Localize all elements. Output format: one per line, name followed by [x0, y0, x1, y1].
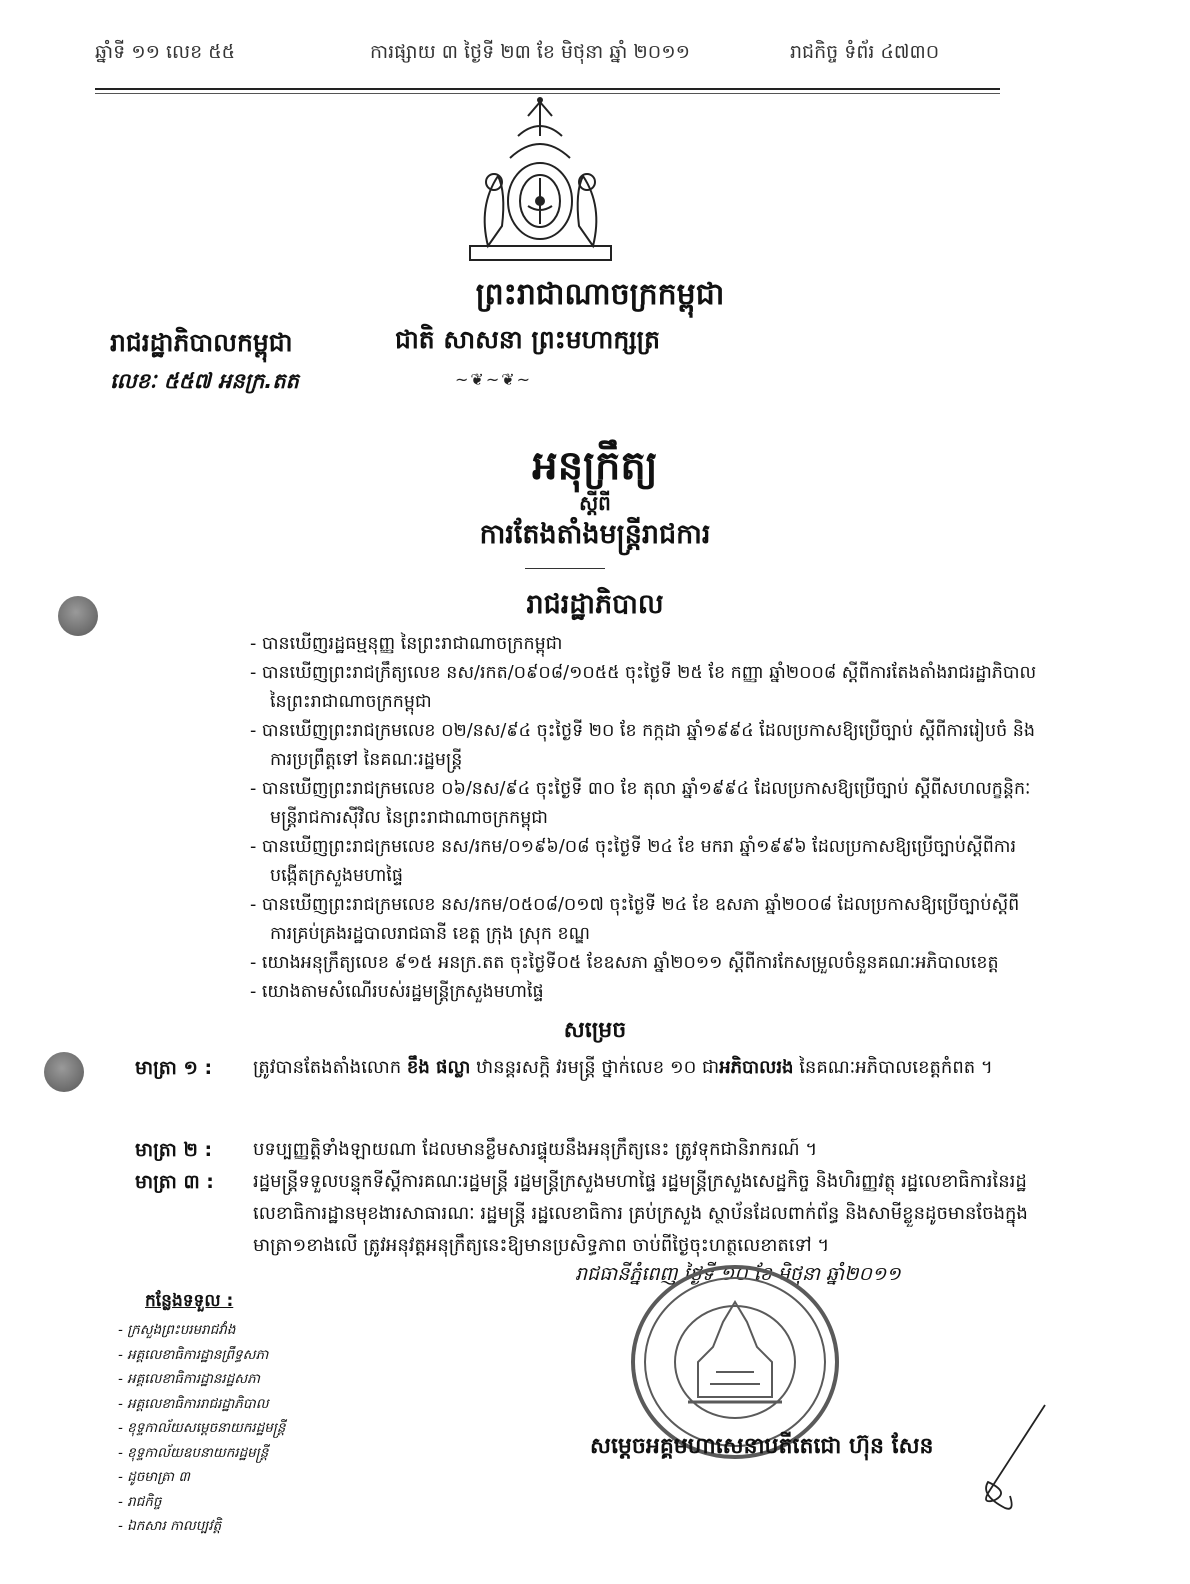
- ornament-divider: ~❦~❦~: [455, 370, 533, 389]
- preamble-item: - បានឃើញព្រះរាជក្រមលេខ នស/រកម/០១៩៦/០៨ ចុះថ្ងៃទី ២៤ ខែ មករា ឆ្នាំ១៩៩៦ ដែលប្រកាសឱ្យប្រើច្បាប់ស្តីពីការបង្កើតក្រសួងមហាផ្ទៃ: [250, 837, 1017, 886]
- recipient-item: - រាជកិច្ច: [118, 1493, 162, 1510]
- recipient-item: - ដូចមាត្រា ៣: [118, 1469, 190, 1485]
- decision-heading: សម្រេច: [563, 1018, 627, 1043]
- preamble-item: - យោងតាមសំណើរបស់រដ្ឋមន្ត្រីក្រសួងមហាផ្ទៃ: [250, 982, 544, 1002]
- preamble-item: - បានឃើញព្រះរាជក្រមលេខ នស/រកម/០៥០៨/០១៧ ចុះថ្ងៃទី ២៤ ខែ ឧសភា ឆ្នាំ២០០៨ ដែលប្រកាសឱ្យប្រើច្បាប់ស្តីពីការគ្រប់គ្រងរដ្ឋបាលរាជធានី ខេត្ត ក្រុង ស្រុក ខណ្ឌ: [250, 895, 1020, 944]
- recipient-item: - អគ្គលេខាធិការរាជរដ្ឋាភិបាល: [118, 1395, 269, 1412]
- article-2: [135, 1134, 1045, 1166]
- preamble-item: - បានឃើញព្រះរាជក្រមលេខ ០៦/នស/៩៤ ចុះថ្ងៃទី ៣០ ខែ តុលា ឆ្នាំ១៩៩៤ ដែលប្រកាសឱ្យប្រើច្បាប់ ស្តីពីសហលក្ខន្តិកៈមន្ត្រីរាជការស៊ីវិល នៃព្រះរាជាណាចក្រកម្ពុជា: [250, 779, 1031, 828]
- article-label: មាត្រា ១ :: [135, 1057, 213, 1079]
- article-label: មាត្រា ៣ :: [135, 1171, 214, 1193]
- appointee-role: អភិបាលរង: [719, 1057, 794, 1078]
- gazette-issue: ឆ្នាំទី ១១ លេខ ៥៥: [95, 41, 236, 63]
- preamble-list: [250, 630, 1040, 1007]
- recipients-heading: កន្លែងទទួល :: [145, 1291, 234, 1311]
- recipient-item: - អគ្គលេខាធិការដ្ឋានព្រឹទ្ធសភា: [118, 1346, 269, 1363]
- document-title: អនុក្រឹត្យ: [532, 443, 658, 489]
- gazette-publication-date: ការផ្សាយ ៣ ថ្ងៃទី ២៣ ខែ មិថុនា ឆ្នាំ ២០១១: [370, 41, 690, 63]
- recipient-item: - ក្រសួងព្រះបរមរាជវាំង: [118, 1322, 236, 1338]
- signature-icon: [950, 1400, 1060, 1520]
- header-rule-thin: [95, 93, 1000, 94]
- recipient-item: - ខុទ្ទកាល័យសម្តេចនាយករដ្ឋមន្ត្រី: [118, 1420, 286, 1436]
- preamble-item: - បានឃើញព្រះរាជក្រមលេខ ០២/នស/៩៤ ចុះថ្ងៃទី ២០ ខែ កក្កដា ឆ្នាំ១៩៩៤ ដែលប្រកាសឱ្យប្រើច្បាប់ ស្តីពីការរៀបចំ និងការប្រព្រឹត្តទៅ នៃគណៈរដ្ឋមន្ត្រី: [250, 721, 1036, 770]
- title-divider: [525, 568, 605, 569]
- punch-hole: [44, 1052, 84, 1092]
- preamble-item: - យោងអនុក្រឹត្យលេខ ៩១៥ អនក្រ.តត ចុះថ្ងៃទី០៥ ខែឧសភា ឆ្នាំ២០១១ ស្តីពីការកែសម្រួលចំនួនគណៈអភិបាលខេត្ត: [250, 953, 999, 973]
- place-and-date: រាជធានីភ្នំពេញ ថ្ងៃទី ១០ ខែ មិថុនា ឆ្នាំ២០១១: [575, 1263, 901, 1285]
- signatory-name: សម្តេចអគ្គមហាសេនាបតីតេជោ ហ៊ុន សែន: [590, 1434, 934, 1459]
- document-topic: ការតែងតាំងមន្ត្រីរាជការ: [479, 519, 711, 550]
- appointee-name: ខឹង ផល្លា: [406, 1057, 471, 1078]
- header-rule: [95, 88, 1000, 90]
- article-3: [135, 1166, 1045, 1262]
- kingdom-heading: ព្រះរាជាណាចក្រកម្ពុជា: [475, 277, 725, 312]
- article-text: បទប្បញ្ញត្តិទាំងឡាយណា ដែលមានខ្លឹមសារផ្ទុយនឹងអនុក្រឹត្យនេះ ត្រូវទុកជានិរាករណ៍ ។: [253, 1139, 818, 1160]
- article-text: ត្រូវបានតែងតាំងលោក: [253, 1057, 407, 1078]
- punch-hole: [58, 596, 98, 636]
- article-label: មាត្រា ២ :: [135, 1139, 213, 1161]
- recipients-list: [118, 1318, 285, 1539]
- recipient-item: - ខុទ្ទកាល័យឧបនាយករដ្ឋមន្ត្រី: [118, 1444, 269, 1461]
- article-text: នៃគណៈអភិបាលខេត្តកំពត ។: [793, 1057, 993, 1078]
- article-1: [135, 1052, 1045, 1084]
- preamble-item: - បានឃើញរដ្ឋធម្មនុញ្ញ នៃព្រះរាជាណាចក្រកម្ពុជា: [250, 634, 563, 654]
- royal-coat-of-arms-icon: [458, 96, 623, 264]
- preamble-item: - បានឃើញព្រះរាជក្រឹត្យលេខ នស/រកត/០៩០៨/១០៥៥ ចុះថ្ងៃទី ២៥ ខែ កញ្ញា ឆ្នាំ២០០៨ ស្តីពីការតែងតាំងរាជរដ្ឋាភិបាល នៃព្រះរាជាណាចក្រកម្ពុជា: [250, 663, 1037, 712]
- recipient-item: - ឯកសារ កាលប្បវត្តិ: [118, 1518, 222, 1534]
- government-name: រាជរដ្ឋាភិបាលកម្ពុជា: [110, 328, 293, 357]
- article-text: រដ្ឋមន្ត្រីទទួលបន្ទុកទីស្តីការគណៈរដ្ឋមន្ត្រី រដ្ឋមន្ត្រីក្រសួងមហាផ្ទៃ រដ្ឋមន្ត្រីក្រសួងសេដ្ឋកិច្ច និងហិរញ្ញវត្ថុ រដ្ឋលេខាធិការនៃរដ្ឋលេខាធិការដ្ឋានមុខងារសាធារណៈ រដ្ឋមន្ត្រី រដ្ឋលេខាធិការ គ្រប់ក្រសួង ស្ថាប័នដែលពាក់ព័ន្ធ និងសាមីខ្លួនដូចមានចែងក្នុងមាត្រា១ខាងលើ ត្រូវអនុវត្តអនុក្រឹត្យនេះឱ្យមានប្រសិទ្ធភាព ចាប់ពីថ្ងៃចុះហត្ថលេខាតទៅ ។: [253, 1171, 1028, 1256]
- recipient-item: - អគ្គលេខាធិការដ្ឋានរដ្ឋសភា: [118, 1371, 260, 1387]
- document-about: ស្តីពី: [579, 491, 611, 515]
- document-number: លេខៈ ៥៥៧ អនក្រ.តត: [110, 369, 299, 393]
- national-motto: ជាតិ សាសនា ព្រះមហាក្សត្រ: [395, 325, 660, 354]
- article-text: ឋានន្តរសក្តិ វរមន្ត្រី ថ្នាក់លេខ ១០ ជា: [470, 1057, 720, 1078]
- gazette-page: រាជកិច្ច ទំព័រ ៤៧៣០: [790, 41, 940, 63]
- issuer-heading: រាជរដ្ឋាភិបាល: [526, 589, 664, 620]
